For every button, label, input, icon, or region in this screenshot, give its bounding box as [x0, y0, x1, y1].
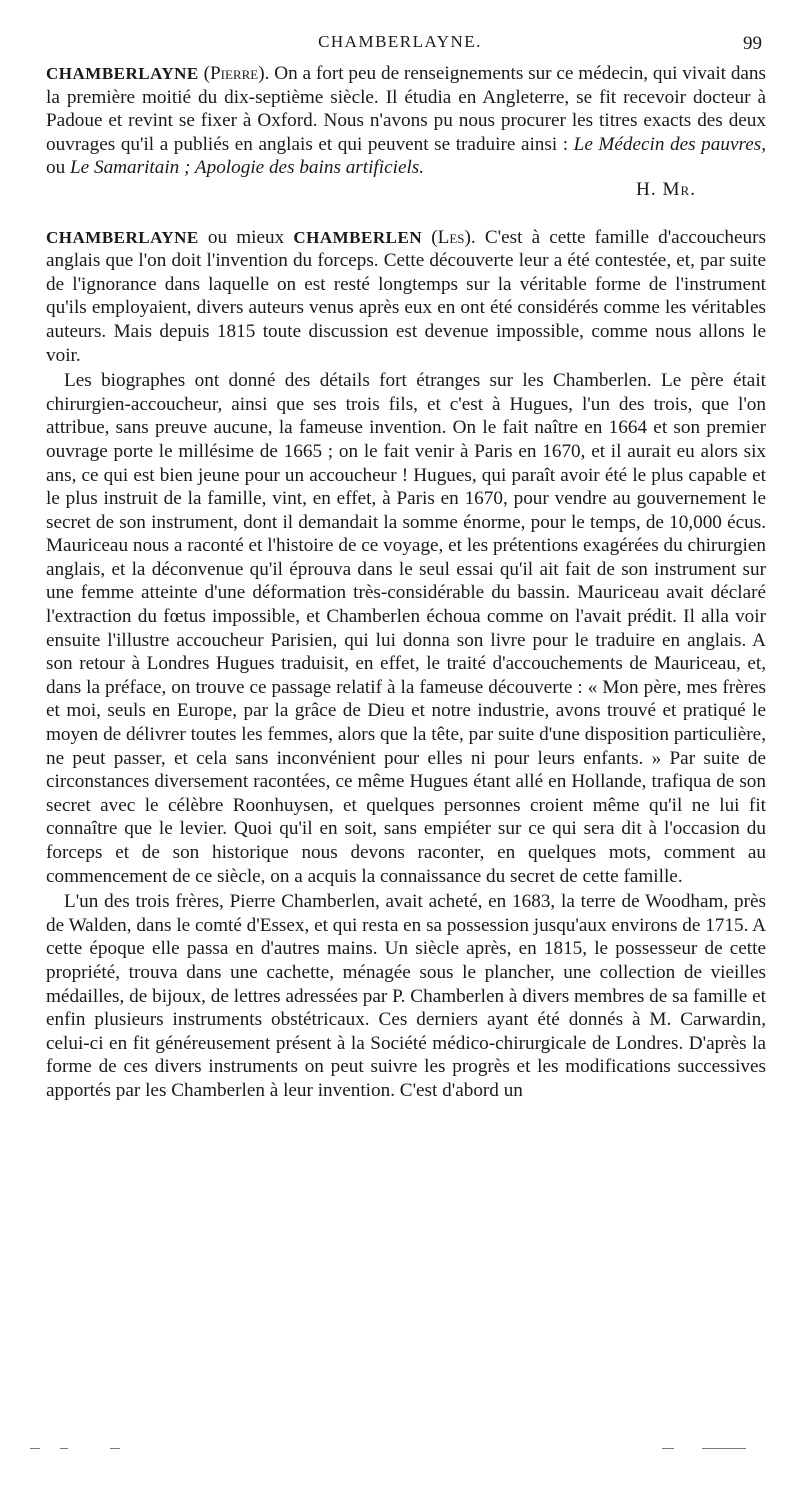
entry-text: On a fort peu de renseignements sur ce médecin, qui vivait dans la première moitié du dix-septième siècle. Il étudia en Angleterre, se fit recevoir docteur à Padoue et revint se fixer à Oxford. Nous n'avons pu nous procurer les titres exacts des deux ouvrages qu'il a publiés en anglais et qui peuvent se traduire ainsi : — [46, 63, 766, 155]
entry-headword: CHAMBERLAYNE — [46, 227, 199, 247]
print-mark — [110, 1448, 120, 1449]
entry-text-connector: ou — [46, 157, 70, 179]
entry-headword: CHAMBERLAYNE — [46, 64, 199, 83]
page-bottom-marks — [30, 1448, 770, 1454]
entry-headword-alt: CHAMBERLEN — [293, 227, 423, 247]
print-mark — [30, 1448, 40, 1449]
author-signature: H. Mr. — [636, 178, 696, 200]
print-mark — [702, 1448, 746, 1449]
body-text — [46, 62, 766, 1103]
print-mark — [662, 1448, 674, 1449]
entry-paragraph — [46, 226, 766, 368]
entry-paragraph — [46, 62, 766, 180]
entry-headword-qualifier: (Pierre). — [203, 63, 270, 84]
entry-headword-qualifier: (Les). — [422, 226, 476, 248]
entry-pierre-chamberlayne — [46, 62, 766, 202]
book-title: Le Samaritain ; Apologie des bains artificiels. — [69, 157, 425, 179]
entry-paragraph: L'un des trois frères, Pierre Chamberlen, avait acheté, en 1683, la terre de Woodham, près de Walden, dans le comté d'Essex, et qui resta en sa possession jusqu'aux environs de 1715. A cette époque elle passa en d'autres mains. Un siècle après, en 1815, le possesseur de cette propriété, trouva dans une cachette, ménagée sous le plancher, une collection de vieilles médailles, de bijoux, de lettres adressées par P. Chamberlen à divers membres de sa famille et enfin plusieurs instruments obstétricaux. Ces derniers ayant été donnés à M. Carwardin, celui-ci en fit généreusement présent à la Société médico-chirurgicale de Londres. D'après la forme de ces divers instruments on peut suivre les progrès et les modifications successives apportés par les Chamberlen à leur invention. C'est d'abord un — [46, 891, 766, 1101]
print-mark — [60, 1448, 68, 1449]
running-header — [0, 30, 800, 56]
book-title: Le Médecin des pauvres, — [573, 133, 767, 155]
page-number: 99 — [743, 33, 762, 54]
entry-chamberlen-family — [46, 226, 766, 1103]
entry-paragraph: Les biographes ont donné des détails fort étranges sur les Chamberlen. Le père était chirurgien-accoucheur, ainsi que ses trois fils, et c'est à Hugues, l'un des trois, que l'on attribue, sans preuve aucune, la fameuse invention. On le fait naître en 1664 et son premier ouvrage porte le millésime de 1665 ; on le fait venir à Paris en 1670, et il aurait eu alors six ans, ce qui est bien jeune pour un accoucheur ! Hugues, qui paraît avoir été le plus capable et le plus instruit de la famille, vint, en effet, à Paris en 1670, pour vendre au gouvernement le secret de son instrument, dont il demandait la somme énorme, pour le temps, de 10,000 écus. Mauriceau nous a raconté et l'histoire de ce voyage, et les prétentions exagérées du chirurgien anglais, et la déconvenue qu'il éprouva dans le seul essai qu'il ait fait de son instrument sur une femme atteinte d'une déformation très-considérable du bassin. Mauriceau avait déclaré l'extraction du fœtus impossible, et Chamberlen échoua comme on l'avait prédit. Il alla voir ensuite l'illustre accoucheur Parisien, qui lui donna son livre pour le traduire en anglais. A son retour à Londres Hugues traduisit, en effet, le traité d'accouchements de Mauriceau, et, dans la préface, on trouve ce passage relatif à la fameuse découverte : « Mon père, mes frères et moi, seuls en Europe, par la grâce de Dieu et notre industrie, avons trouvé et pratiqué le moyen de délivrer toutes les femmes, alors que la tête, par suite d'une disposition particulière, ne peut passer, et cela sans inconvénient pour elles ni pour leurs enfants. » Par suite de circonstances diversement racontées, ce même Hugues étant allé en Hollande, trafiqua de son secret avec le célèbre Roonhuysen, et quelques personnes croient même qu'il ne lui fit connaître que le levier. Quoi qu'il en soit, sans empiéter sur ce qui sera dit à l'occasion du forceps et de son historique nous devons raconter, en quelques mots, comment au commencement de ce siècle, on a acquis la connaissance du secret de cette famille. — [46, 370, 766, 887]
entry-headword-connector: ou mieux — [198, 226, 294, 248]
entry-text: C'est à cette famille d'accoucheurs anglais que l'on doit l'invention du forceps. Cette découverte leur a été contestée, et, par suite de l'ignorance dans laquelle on est resté longtemps sur la véritable forme de l'instrument qu'ils employaient, divers auteurs venus après eux en ont été considérés comme les véritables auteurs. Mais depuis 1815 toute discussion est devenue impossible, comme nous allons le voir. — [46, 226, 766, 366]
running-title: CHAMBERLAYNE. — [318, 32, 482, 51]
